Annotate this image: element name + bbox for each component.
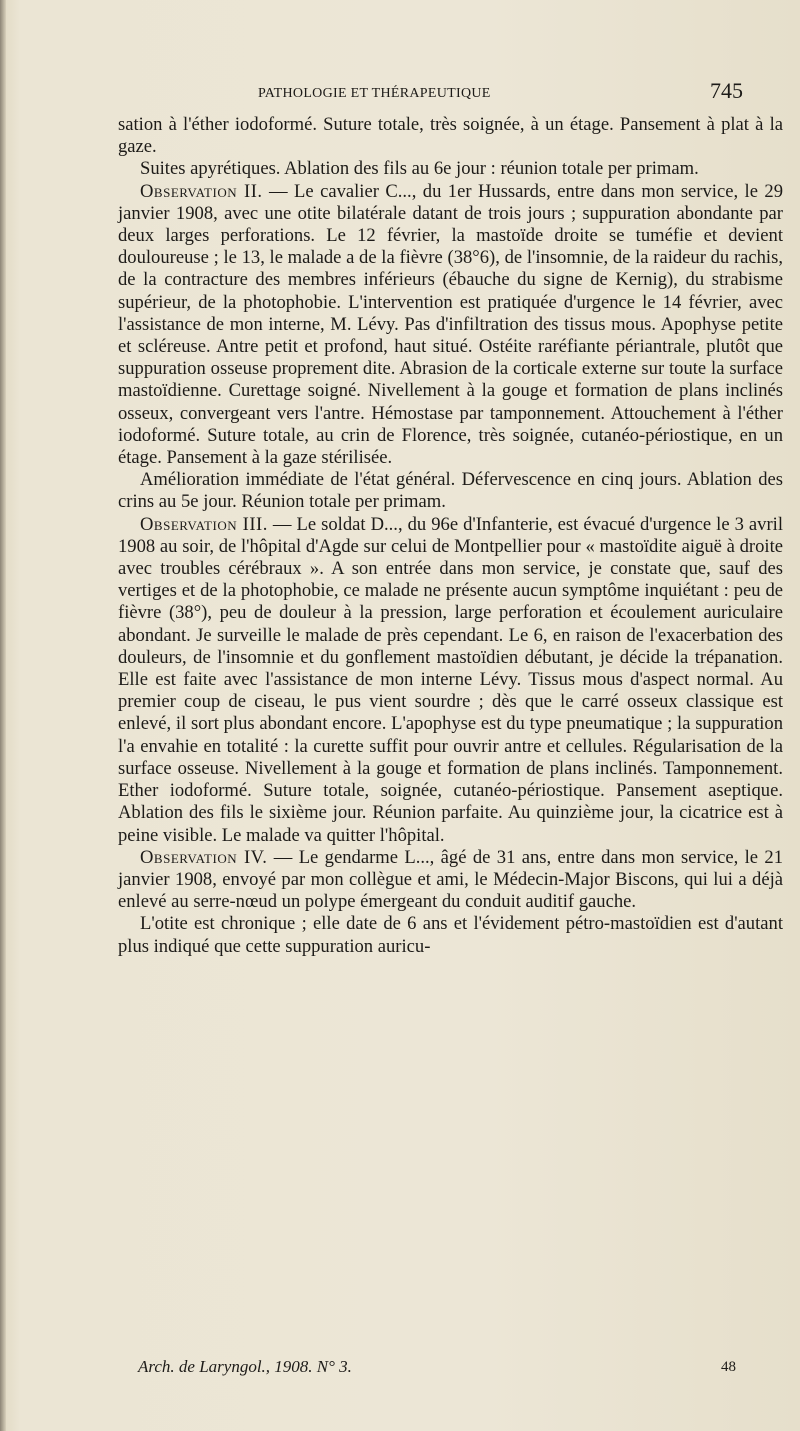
observation-label: Observation IV. — [140, 846, 268, 868]
observation-2 — [118, 181, 783, 470]
observation-4 — [118, 847, 783, 914]
journal-reference: Arch. de Laryngol., 1908. N° 3. — [138, 1357, 352, 1376]
observation-text: — Le soldat D..., du 96e d'Infanterie, est évacué d'urgence le 3 avril 1908 au soir, de l'hôpital d'Agde sur celui de Montpellier pour « mastoïdite aiguë à droite avec troubles cérébraux ». A son entrée dans mon service, je constate que, sauf des vertiges et de la photophobie, ce malade ne présente aucun symptôme inquiétant : peu de fièvre (38°), peu de douleur à la pression, large perforation et écoulement auriculaire abondant. Je surveille le malade de près cependant. Le 6, en raison de l'exacerbation des douleurs, de l'insomnie et du gonflement mastoïdien débutant, je décide la trépanation. Elle est faite avec l'assistance de mon interne Lévy. Tissus mous d'aspect normal. Au premier coup de ciseau, le pus vient sourdre ; dès que le carré osseux classique est enlevé, il sort plus abondant encore. L'apophyse est du type pneumatique ; la suppuration l'a envahie en totalité : la curette suffit pour ouvrir antre et cellules. Régularisation de la surface osseuse. Nivellement à la gouge et formation de plans inclinés. Tamponnement. Ether iodoformé. Suture totale, soignée, cutanéo-périostique. Pansement aseptique. Ablation des fils le sixième jour. Réunion parfaite. Au quinzième jour, la cicatrice est à peine visible. Le malade va quitter l'hôpital. — [118, 513, 783, 846]
body-text — [118, 114, 783, 958]
paragraph: Amélioration immédiate de l'état général. Défervescence en cinq jours. Ablation des crins au 5e jour. Réunion totale per primam. — [118, 469, 783, 513]
page-header — [0, 78, 800, 108]
running-title: PATHOLOGIE ET THÉRAPEUTIQUE — [258, 86, 491, 101]
observation-text: — Le gendarme L..., âgé de 31 ans, entre dans mon service, le 21 janvier 1908, envoyé par mon collègue et ami, le Médecin-Major Biscons, qui lui a déjà enlevé au serre-nœud un polype émergeant du conduit auditif gauche. — [118, 846, 784, 913]
page-edge-shadow — [0, 0, 6, 1431]
page-footer — [118, 1357, 783, 1381]
page-number: 745 — [710, 78, 743, 103]
paragraph: L'otite est chronique ; elle date de 6 ans et l'évidement pétro-mastoïdien est d'autant plus indiqué que cette suppuration auricu- — [118, 913, 783, 957]
observation-label: Observation III. — [140, 513, 268, 535]
observation-3 — [118, 514, 783, 847]
paragraph: Suites apyrétiques. Ablation des fils au 6e jour : réunion totale per primam. — [140, 158, 699, 180]
paragraph: sation à l'éther iodoformé. Suture totale, très soignée, à un étage. Pansement à plat à la gaze. — [118, 114, 783, 158]
observation-text: — Le cavalier C..., du 1er Hussards, entre dans mon service, le 29 janvier 1908, avec une otite bilatérale datant de trois jours ; suppuration abondante par deux larges perforations. Le 12 février, la mastoïde droite se tuméfie et devient douloureuse ; le 13, le malade a de la fièvre (38°6), de l'insomnie, de la raideur du rachis, de la contracture des membres inférieurs (ébauche du signe de Kernig), du strabisme supérieur, de la photophobie. L'intervention est pratiquée d'urgence le 14 février, avec l'assistance de mon interne, M. Lévy. Pas d'infiltration des tissus mous. Apophyse petite et scléreuse. Antre petit et profond, haut situé. Ostéite raréfiante périantrale, plutôt que suppuration osseuse proprement dite. Abrasion de la corticale externe sur toute la surface mastoïdienne. Curettage soigné. Nivellement à la gouge et formation de plans inclinés osseux, convergeant vers l'antre. Hémostase par tamponnement. Attouchement à l'éther iodoformé. Suture totale, au crin de Florence, très soignée, cutanéo-périostique, en un étage. Pansement à la gaze stérilisée. — [118, 180, 783, 469]
signature-mark: 48 — [721, 1359, 736, 1375]
observation-label: Observation II. — [140, 180, 263, 202]
